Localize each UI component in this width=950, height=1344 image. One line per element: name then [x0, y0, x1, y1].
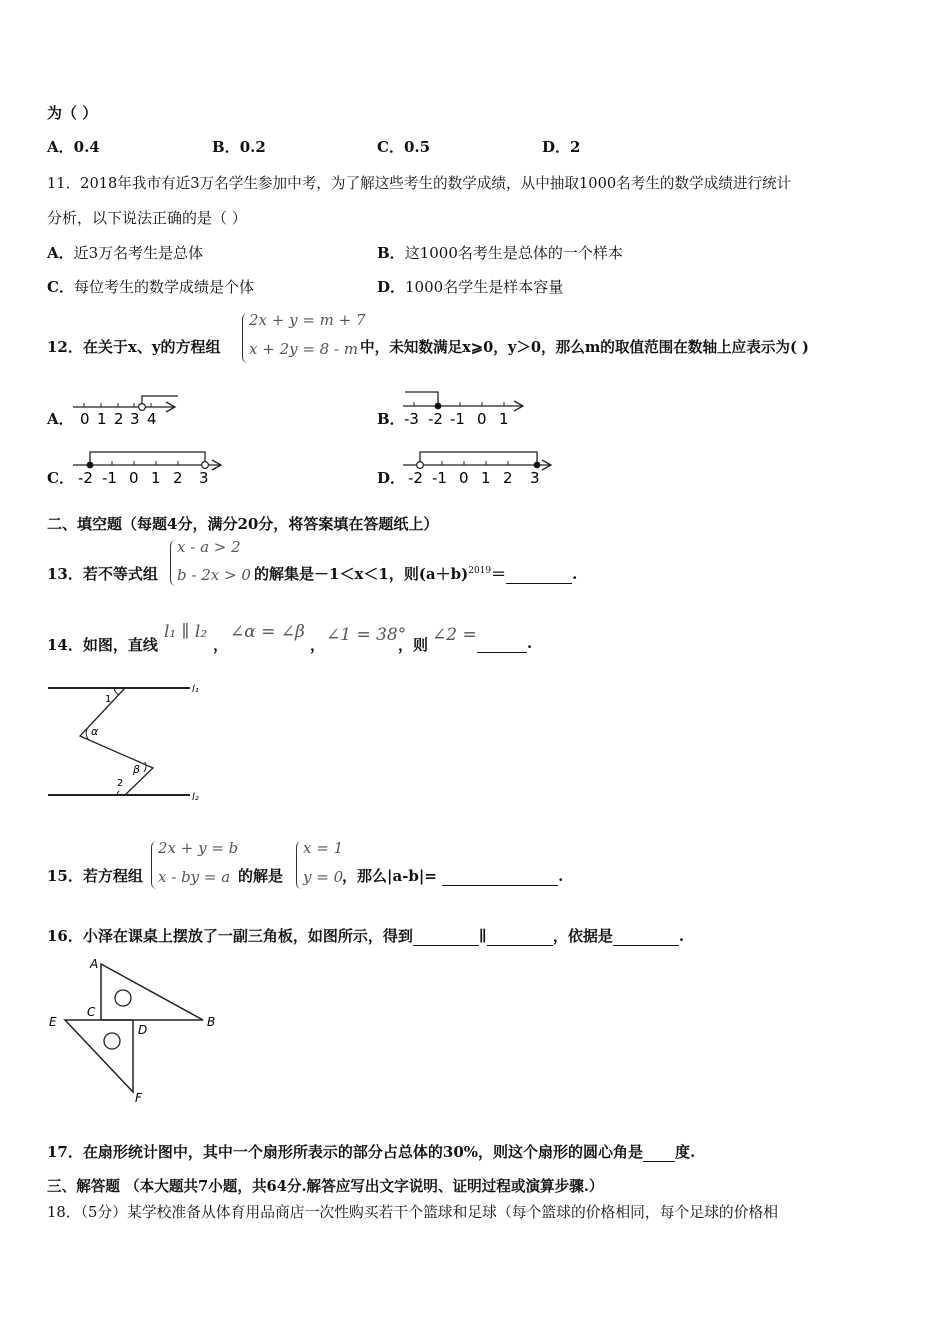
fig-label-e: E [49, 1015, 57, 1029]
q16-line: 16．小泽在课桌上摆放了一副三角板，如图所示，得到 ∥ ，依据是 . [47, 927, 685, 945]
q11-option-b[interactable]: B．这1000名考生是总体的一个样本 [377, 244, 623, 262]
fig-label-alpha: α [91, 725, 99, 738]
q15-mid: 的解是 [238, 867, 284, 885]
q18-text: 18．（5分）某学校准备从体育用品商店一次性购买若干个篮球和足球（每个篮球的价格相同，每个足球的价格相 [47, 1204, 779, 1221]
q12-number-line-b [400, 388, 530, 430]
fig-label-beta: β [133, 763, 141, 776]
q14-mid: ，则 [398, 636, 429, 654]
q10-tail-text: 为（ ） [47, 104, 98, 122]
q14-parallel-expr: l₁ ∥ l₂ [164, 622, 208, 642]
q17-line: 17．在扇形统计图中，其中一个扇形所表示的部分占总体的30%，则这个扇形的圆心角是 度. [47, 1143, 696, 1161]
q13-brace [170, 540, 177, 586]
q14-answer: . [477, 634, 532, 653]
tick-label: 1 [97, 410, 107, 428]
tick-label: -2 [78, 469, 93, 487]
q13-answer-blank[interactable] [506, 565, 572, 584]
q14-comma-1: ， [213, 636, 229, 654]
q12-number-line-d [400, 447, 560, 489]
section-3-heading: 三、解答题 （本大题共7小题，共64分.解答应写出文字说明、证明过程或演算步骤.） [47, 1178, 604, 1195]
q14-figure [45, 678, 215, 808]
tick-label: 0 [80, 410, 90, 428]
tick-label: 1 [481, 469, 491, 487]
q15-eq1: 2x + y = b [158, 839, 239, 857]
q12-number-line-a [70, 392, 185, 430]
q13-eq2: b - 2x > 0 [177, 566, 251, 584]
q12-number-line-c [70, 447, 230, 489]
tick-label: 3 [130, 410, 140, 428]
q11-option-a[interactable]: A．近3万名考生是总体 [47, 244, 204, 262]
tick-label: 0 [129, 469, 139, 487]
q15-eq2: x - by = a [158, 868, 231, 886]
tick-label: 0 [477, 410, 487, 428]
q12-option-b-label[interactable]: B． [377, 410, 405, 428]
fig-label-2: 2 [117, 778, 124, 789]
q11-line1: 11．2018年我市有近3万名学生参加中考，为了解这些考生的数学成绩，从中抽取1000名考生的数学成绩进行统计 [47, 175, 792, 192]
q13-suffix: 的解集是－1＜x＜1，则$(a+b)^{2019}=$ . [254, 565, 578, 583]
tick-label: 2 [503, 469, 513, 487]
q15-answer-blank[interactable] [442, 867, 558, 886]
fig-label-d: D [138, 1023, 148, 1037]
tick-label: 0 [459, 469, 469, 487]
q16-figure [45, 952, 225, 1108]
q15-sol2: y = 0 [303, 868, 344, 886]
tick-label: 2 [114, 410, 124, 428]
tick-label: -3 [404, 410, 419, 428]
fig-label-l1: l₁ [192, 684, 199, 695]
fig-label-l2: l₂ [192, 792, 199, 803]
tick-label: 3 [199, 469, 209, 487]
tick-label: 1 [499, 410, 509, 428]
q15-sol1: x = 1 [303, 839, 344, 857]
fig-label-a: A [90, 957, 99, 971]
fig-label-c: C [87, 1005, 96, 1019]
fig-label-f: F [135, 1091, 142, 1105]
q10-option-a[interactable]: A．0.4 [47, 138, 100, 156]
q12-option-c-label[interactable]: C． [47, 469, 74, 487]
q14-comma-2: ， [310, 636, 326, 654]
tick-label: -1 [102, 469, 117, 487]
q14-angle2-expr: ∠2 = [432, 625, 477, 645]
q14-angle-equal-expr: ∠α = ∠β [230, 622, 305, 642]
q16-blank-1[interactable] [413, 927, 479, 946]
q11-option-d[interactable]: D．1000名学生是样本容量 [377, 278, 564, 296]
q12-option-a-label[interactable]: A． [47, 410, 74, 428]
tick-label: 3 [530, 469, 540, 487]
tick-label: 1 [151, 469, 161, 487]
tick-label: -2 [428, 410, 443, 428]
q17-answer-blank[interactable] [643, 1143, 675, 1162]
tick-label: 2 [173, 469, 183, 487]
tick-label: 4 [147, 410, 157, 428]
q15-brace [151, 841, 158, 889]
tick-label: -2 [408, 469, 423, 487]
q14-angle1-expr: ∠1 = 38° [326, 625, 407, 645]
q15-suffix: ，那么|a-b|= . [342, 867, 564, 885]
q12-suffix: 中，未知数满足x⩾0，y＞0，那么m的取值范围在数轴上应表示为( ) [360, 339, 809, 356]
q16-blank-2[interactable] [487, 927, 553, 946]
q10-option-b[interactable]: B．0.2 [212, 138, 266, 156]
q15-solution-brace [296, 841, 303, 889]
fig-label-1: 1 [105, 694, 112, 705]
fig-label-b: B [207, 1015, 216, 1029]
q12-prefix: 12．在关于x、y的方程组 [47, 338, 221, 356]
q12-eq1: 2x + y = m + 7 [249, 311, 366, 329]
q12-eq2: x + 2y = 8 - m [249, 340, 359, 358]
q13-eq1: x - a > 2 [177, 538, 241, 556]
q11-option-c[interactable]: C．每位考生的数学成绩是个体 [47, 278, 254, 296]
tick-label: -1 [450, 410, 465, 428]
q11-line2: 分析，以下说法正确的是（ ） [47, 209, 247, 227]
q10-option-d[interactable]: D．2 [542, 138, 581, 156]
q12-option-d-label[interactable]: D． [377, 469, 406, 487]
tick-label: -1 [432, 469, 447, 487]
q14-prefix: 14．如图，直线 [47, 636, 158, 654]
q14-answer-blank[interactable] [477, 634, 527, 653]
section-2-heading: 二、填空题（每题4分，满分20分，将答案填在答题纸上） [47, 515, 439, 533]
q16-blank-3[interactable] [613, 927, 679, 946]
q13-prefix: 13．若不等式组 [47, 565, 158, 583]
q12-brace [242, 313, 249, 363]
q10-option-c[interactable]: C．0.5 [377, 138, 431, 156]
q15-prefix: 15．若方程组 [47, 867, 143, 885]
